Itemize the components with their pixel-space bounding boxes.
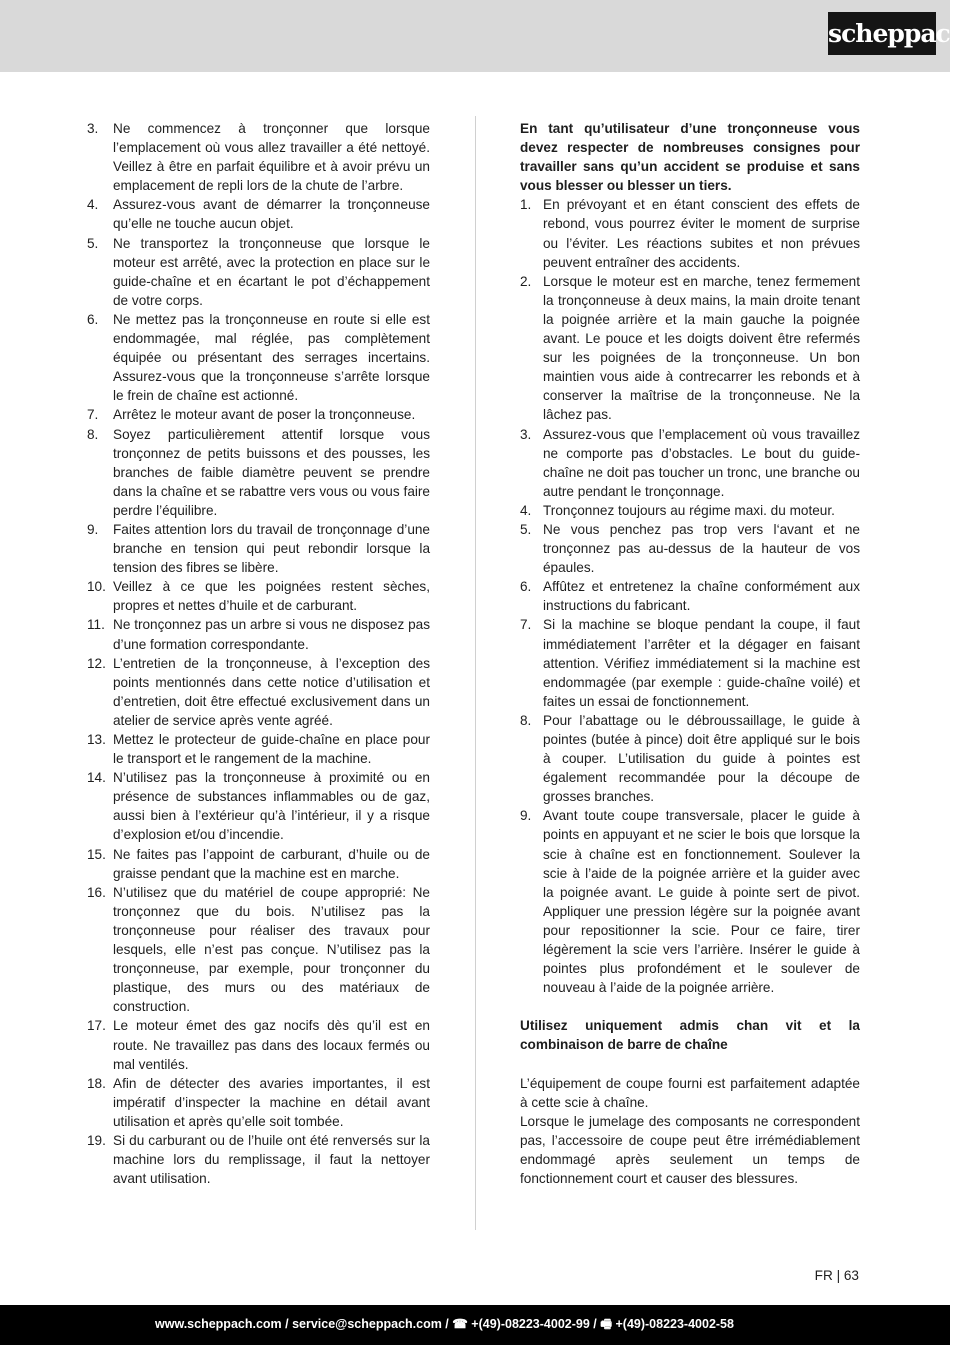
list-item <box>87 310 430 405</box>
item-text: Si la machine se bloque pendant la coupe, il faut immédiatement l’arrêter et la dégager en faisant attention. Vérifiez immédiatement si la machine est endommagée (par exemple : guide-chaîne voilé) et faites un essai de fonctionnement. <box>543 617 860 709</box>
header-band <box>0 0 967 72</box>
item-number: 10. <box>87 579 106 595</box>
item-number: 5. <box>87 235 99 251</box>
list-item <box>520 425 860 501</box>
item-number: 2. <box>520 273 532 289</box>
item-text: Ne vous penchez pas trop vers l‘avant et ne tronçonnez pas au-dessus de la hauteur de vos épaules. <box>543 521 860 576</box>
list-item <box>87 234 430 310</box>
item-number: 13. <box>87 732 106 747</box>
list-item <box>87 1074 430 1131</box>
list-item <box>87 520 430 577</box>
item-number: 16. <box>87 884 106 900</box>
item-number: 19. <box>87 1132 106 1148</box>
scheppach-logo: scheppach <box>828 12 936 55</box>
list-item <box>87 195 430 233</box>
item-number: 4. <box>87 197 99 213</box>
item-text: Lorsque le moteur est en marche, tenez fermement la tronçonneuse à deux mains, la main droite tenant la poignée arrière et la main gauche la poignée avant. Le pouce et les doigts doivent être refermés sur les poignées de la tronçonneuse. Un bon maintien vous aide à contrecarrer les rebonds et à conserver la maîtrise de la tronçonneuse. Ne la lâchez pas. <box>543 273 860 423</box>
item-text: N’utilisez pas la tronçonneuse à proximité ou en présence de substances inflammables ou de gaz, aussi bien à l’extérieur qu’à l’intérieur, il y a risque d’explosion et/ou d’incendie. <box>113 770 430 843</box>
item-text: Veillez à ce que les poignées restent sèches, propres et nettes d’huile et de carburant. <box>113 579 430 614</box>
safety-list-left <box>87 119 430 1188</box>
item-number: 6. <box>520 579 532 595</box>
item-text: Assurez-vous avant de démarrer la tronçonneuse qu’elle ne touche aucun objet. <box>113 197 430 232</box>
item-text: Arrêtez le moteur avant de poser la tronçonneuse. <box>113 407 416 423</box>
item-text: Ne faites pas l’appoint de carburant, d’huile ou de graisse pendant que la machine est en marche. <box>113 846 430 881</box>
item-text: L’entretien de la tronçonneuse, à l’exception des points mentionnés dans cette notice d’utilisation et d’entretien, doit être effectué exclusivement dans un atelier de service après vente agréé. <box>113 655 430 728</box>
section-heading: Utilisez uniquement admis chan vit et la combinaison de barre de chaîne <box>520 1018 860 1053</box>
item-text: Ne transportez la tronçonneuse que lorsque le moteur est arrêté, avec la protection en place sur le guide-chaîne et en écartant le pot d’échappement de votre corps. <box>113 235 430 308</box>
item-number: 3. <box>87 121 99 136</box>
list-item <box>520 711 860 806</box>
footer-contact: www.scheppach.com / service@scheppach.com / ☎ +(49)-08223-4002-99 / 🖷 +(49)-08223-4002-58 <box>155 1317 734 1331</box>
item-number: 12. <box>87 655 106 671</box>
item-text: Le moteur émet des gaz nocifs dès qu’il est en route. Ne travaillez pas dans des locaux fermés ou mal ventilés. <box>113 1018 430 1072</box>
item-number: 9. <box>520 808 532 824</box>
list-item <box>87 577 430 615</box>
item-text: Ne tronçonnez pas un arbre si vous ne disposez pas d’une formation correspondante. <box>113 617 430 652</box>
item-number: 3. <box>520 426 532 442</box>
item-number: 9. <box>87 521 99 537</box>
list-item <box>87 119 430 195</box>
item-text: N’utilisez que du matériel de coupe approprié: Ne tronçonnez que du bois. N’utilisez pas la tronçonneuse pour réaliser des travaux pour lesquels, elle n’est pas conçue. N’utilisez pas la tronçonneuse, par exemple, pour tronçonner du plastique, des murs ou des matériaux de construction. <box>113 884 430 1015</box>
list-item <box>87 615 430 653</box>
item-number: 14. <box>87 770 106 786</box>
item-text: Faites attention lors du travail de tronçonnage d’une branche en tension qui peut rebondir lorsque la tension des fibres se libère. <box>113 521 430 576</box>
item-text: Ne mettez pas la tronçonneuse en route si elle est endommagée, mal réglée, pas complètement équipée ou présentant des serrages incertains. Assurez-vous que la tronçonneuse s’arrête lorsque le frein de chaîne est actionné. <box>113 311 430 404</box>
item-text: Si du carburant ou de l’huile ont été renversés sur la machine lors du remplissage, il faut la nettoyer avant utilisation. <box>113 1132 430 1187</box>
list-item <box>520 501 860 520</box>
item-text: Tronçonnez toujours au régime maxi. du moteur. <box>543 502 835 518</box>
item-text: Affûtez et entretenez la chaîne conformément aux instructions du fabricant. <box>543 579 860 614</box>
list-item <box>87 1131 430 1188</box>
item-number: 7. <box>87 407 99 423</box>
item-number: 5. <box>520 521 532 537</box>
left-column <box>87 119 430 1188</box>
list-item <box>87 730 430 768</box>
paragraph: L’équipement de coupe fourni est parfaitement adaptée à cette scie à chaîne. <box>520 1075 860 1110</box>
list-item <box>87 654 430 730</box>
list-item <box>87 768 430 844</box>
item-text: Mettez le protecteur de guide-chaîne en place pour le transport et le rangement de la machine. <box>113 732 430 767</box>
item-text: Afin de détecter des avaries importantes, il est impératif d’inspecter la machine en détail avant utilisation et après qu’elle soit tombée. <box>113 1075 430 1129</box>
list-item <box>87 405 430 424</box>
item-number: 11. <box>87 617 105 633</box>
safety-list-right <box>520 195 860 997</box>
list-item <box>87 1016 430 1073</box>
item-text: Soyez particulièrement attentif lorsque vous tronçonnez de petits buissons et des pousses, les branches de faible diamètre peuvent se prendre dans la chaîne et se rabattre vers vous ou vous faire perdre l’équilibre. <box>113 426 430 518</box>
item-text: Avant toute coupe transversale, placer le guide à points en appuyant et ne scier le bois que lorsque la scie à chaîne est en fonctionnement. Soulever la scie à l’aide de la poignée arrière et la guider avec la poignée avant. Le guide à pointe sert de pivot. Appliquer une pression légère sur la poignée avant pour repositionner la scie. Pour ce faire, tirer légèrement la scie vers l’arrière. Insérer le guide à pointes plus profondément et le soulever de nouveau à l’aide de la poignée arrière. <box>543 808 860 996</box>
list-item <box>520 615 860 710</box>
list-item <box>87 883 430 1017</box>
item-number: 6. <box>87 311 99 327</box>
item-text: Pour l’abattage ou le débroussaillage, le guide à pointes (butée à pince) doit être appliqué sur le bois à couper. L’utilisation du guide à pointes est également recommandée pour la découpe de grosses branches. <box>543 712 860 805</box>
list-item <box>520 520 860 577</box>
paragraph: Lorsque le jumelage des composants ne correspondent pas, l’accessoire de coupe peut être irrémédiablement endommagé après seulement un temps de fonctionnement court et causer des blessures. <box>520 1113 860 1186</box>
intro-heading: En tant qu’utilisateur d’une tronçonneuse vous devez respecter de nombreuses consignes pour travailler sans qu’un accident se produise et sans vous blesser ou blesser un tiers. <box>520 121 860 194</box>
item-text: En prévoyant et en étant conscient des effets de rebond, vous pourrez éviter le moment de surprise ou l’éviter. Les réactions subites et non prévues peuvent entraîner des accidents. <box>543 197 860 270</box>
item-text: Ne commencez à tronçonner que lorsque l’emplacement où vous allez travailler a été nettoyé. Veillez à être en parfait équilibre et à avoir prévu un emplacement de repli lors de la chute de l’arbre. <box>113 121 430 194</box>
list-item <box>520 272 860 425</box>
item-number: 15. <box>87 846 106 862</box>
list-item <box>520 577 860 615</box>
item-number: 8. <box>520 712 532 728</box>
page-number: FR | 63 <box>814 1268 859 1283</box>
list-item <box>520 806 860 997</box>
item-number: 4. <box>520 502 532 518</box>
list-item <box>87 425 430 520</box>
item-number: 17. <box>87 1018 106 1034</box>
item-text: Assurez-vous que l’emplacement où vous travaillez ne comporte pas d’obstacles. Le bout du guide-chaîne ne doit pas toucher un tronc, une branche ou autre pendant le tronçonnage. <box>543 426 860 499</box>
right-column <box>520 119 860 1188</box>
list-item <box>87 845 430 883</box>
column-divider <box>475 116 476 1230</box>
item-number: 18. <box>87 1075 106 1091</box>
item-number: 7. <box>520 617 532 633</box>
item-number: 8. <box>87 426 99 442</box>
item-number: 1. <box>520 197 532 213</box>
list-item <box>520 195 860 271</box>
